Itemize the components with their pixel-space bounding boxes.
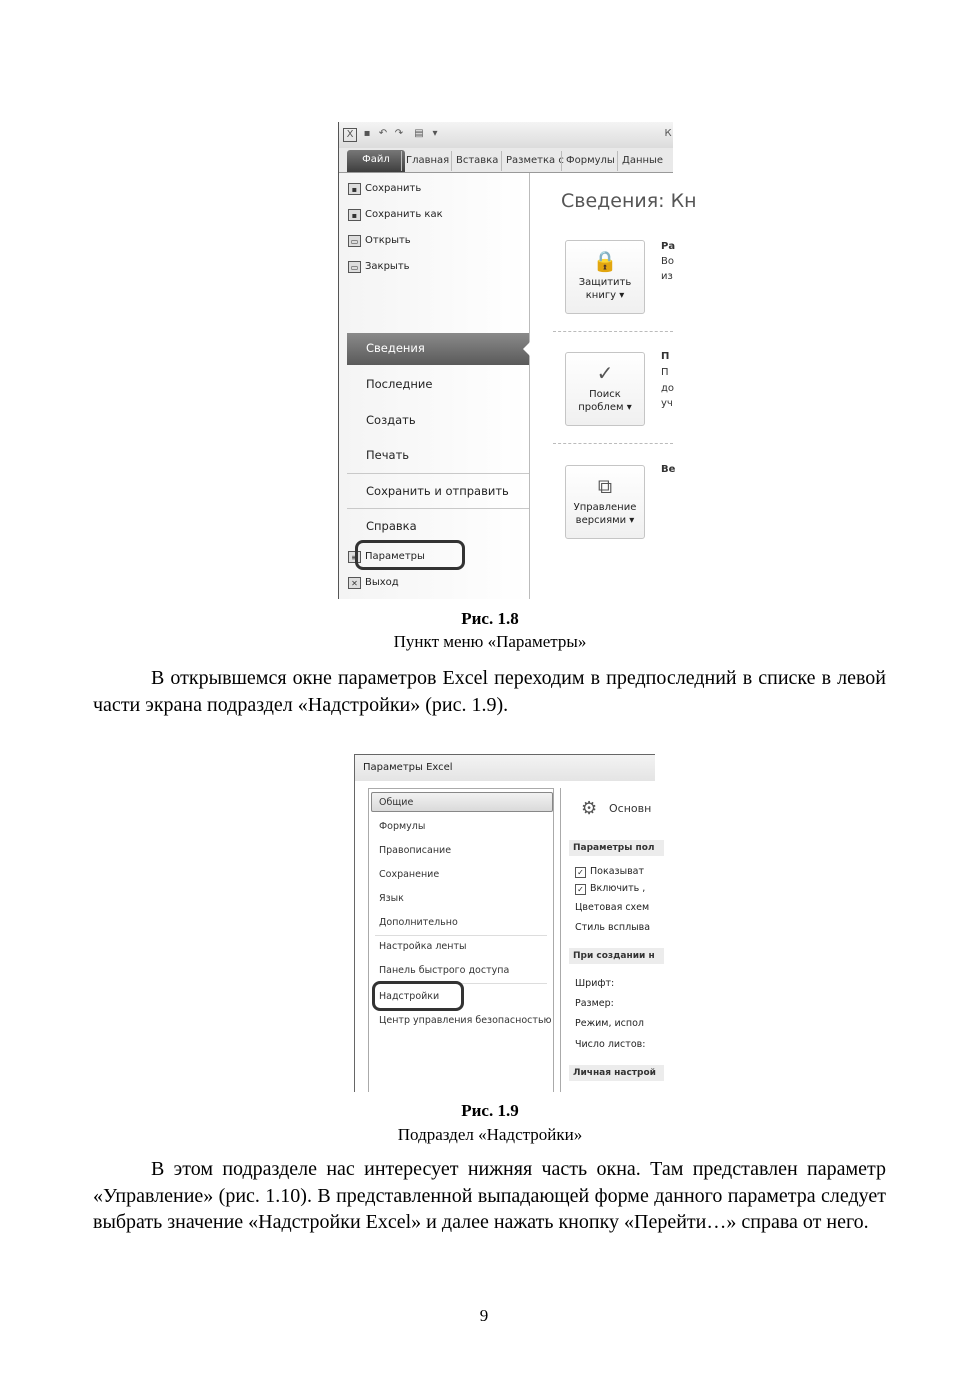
manage-versions-button[interactable]	[565, 465, 645, 539]
menu-save[interactable]: Сохранить	[365, 183, 422, 194]
menu-open[interactable]: Открыть	[365, 235, 411, 246]
exit-icon: ✕	[348, 577, 361, 589]
setting-row: Число листов:	[575, 1039, 646, 1050]
button-label: Поиск	[589, 389, 621, 400]
excel-logo-icon: X	[343, 128, 357, 142]
page-number: 9	[479, 1306, 489, 1325]
menu-save-as[interactable]: Сохранить как	[365, 209, 443, 220]
tab-insert[interactable]: Вставка	[451, 151, 502, 171]
menu-info-label: Сведения	[366, 341, 425, 355]
dialog-title: Параметры Excel	[355, 755, 655, 781]
figure-1-8-number: Рис. 1.8	[461, 609, 519, 628]
figure-excel-file-menu	[338, 122, 697, 599]
check-issues-button[interactable]	[565, 352, 645, 426]
category-advanced[interactable]: Дополнительно	[379, 917, 458, 928]
tab-data[interactable]: Данные	[617, 151, 667, 171]
list-divider	[375, 935, 547, 936]
category-proofing[interactable]: Правописание	[379, 845, 452, 856]
paragraph-1: В открывшемся окне параметров Excel переходим в предпоследний в списке в левой части экрана подраздел «Надстройки» (рис. 1.9).	[93, 667, 886, 716]
cut-text: Во	[661, 256, 674, 267]
setting-row: Стиль всплыва	[575, 922, 651, 933]
cut-text: уч	[661, 398, 673, 409]
cut-text: из	[661, 271, 673, 282]
menu-options[interactable]: Параметры	[365, 551, 425, 562]
lock-icon: 🔒	[592, 249, 618, 273]
tab-home[interactable]: Главная	[401, 151, 453, 171]
tab-page-layout[interactable]: Разметка с	[501, 151, 568, 171]
checkbox-label: Показыват	[590, 866, 645, 877]
options-category-list	[368, 788, 554, 1092]
cut-text: П	[661, 367, 669, 378]
figure-1-9-number: Рис. 1.9	[461, 1101, 519, 1120]
versions-icon: ⧉	[597, 474, 613, 498]
backstage-menu	[339, 173, 530, 599]
menu-new[interactable]: Создать	[366, 413, 416, 427]
button-label: версиями ▾	[575, 515, 635, 526]
setting-row: Размер:	[575, 998, 614, 1009]
checkbox-checked-icon[interactable]: ✓	[575, 867, 586, 878]
options-icon: ≡	[348, 551, 361, 563]
save-icon[interactable]: ▪	[363, 128, 371, 139]
category-quick-access-toolbar[interactable]: Панель быстрого доступа	[379, 965, 510, 976]
menu-save-send[interactable]: Сохранить и отправить	[366, 484, 509, 498]
category-language[interactable]: Язык	[379, 893, 404, 904]
dropdown-icon[interactable]: ▾	[432, 128, 438, 139]
setting-row: Режим, испол	[575, 1018, 645, 1029]
cut-text: до	[661, 383, 675, 394]
category-add-ins[interactable]: Надстройки	[379, 991, 440, 1002]
category-save[interactable]: Сохранение	[379, 869, 440, 880]
figure-1-9-caption: Подраздел «Надстройки»	[397, 1125, 583, 1144]
quick-access-toolbar	[339, 122, 673, 149]
protect-workbook-button[interactable]	[565, 240, 645, 314]
ribbon-tabs	[339, 148, 673, 173]
menu-divider	[347, 508, 529, 509]
section-header: Личная настрой	[569, 1065, 664, 1081]
category-customize-ribbon[interactable]: Настройка ленты	[379, 941, 467, 952]
tab-formulas[interactable]: Формулы	[561, 151, 619, 171]
redo-icon[interactable]: ↷	[394, 128, 404, 139]
section-header: Параметры пол	[569, 840, 664, 856]
button-label: Управление	[573, 502, 637, 513]
button-label: книгу ▾	[585, 290, 625, 301]
checkbox-row[interactable]	[575, 866, 644, 878]
menu-exit[interactable]: Выход	[365, 577, 399, 588]
section-header: При создании н	[569, 948, 664, 964]
options-content-pane	[560, 788, 656, 1092]
paragraph-2: В этом подразделе нас интересует нижняя часть окна. Там представлен параметр «Управление» (рис. 1.10). В представленной выпадающей форме данного параметра следует выбрать значение «Надстройки Excel» и далее нажать кнопку «Перейти…» справа от него.	[93, 1158, 886, 1233]
section-divider	[553, 443, 673, 444]
save-as-icon: ▪	[348, 209, 361, 221]
customize-qat-icon[interactable]: ▤	[414, 128, 424, 139]
info-title: Сведения: Кн	[561, 190, 697, 212]
checkbox-label: Включить ,	[590, 883, 646, 894]
menu-print[interactable]: Печать	[366, 448, 410, 462]
figure-excel-options-dialog	[354, 754, 655, 1092]
options-highlight-frame	[355, 540, 465, 570]
category-general[interactable]: Общие	[379, 797, 414, 808]
section-divider	[553, 331, 673, 332]
tab-file[interactable]: Файл	[347, 150, 405, 172]
checkbox-checked-icon[interactable]: ✓	[575, 884, 586, 895]
checkbox-row[interactable]	[575, 883, 645, 895]
button-label: проблем ▾	[578, 402, 632, 413]
menu-info-active[interactable]	[347, 333, 529, 365]
button-label: Защитить	[578, 277, 632, 288]
general-options-icon: ⚙	[581, 798, 598, 819]
cut-text: П	[661, 351, 670, 362]
setting-row: Шрифт:	[575, 978, 615, 989]
close-folder-icon: ▭	[348, 261, 361, 273]
category-formulas[interactable]: Формулы	[379, 821, 426, 832]
save-icon: ▪	[348, 183, 361, 195]
content-title: Основн	[609, 802, 652, 815]
menu-divider	[347, 473, 529, 474]
undo-icon[interactable]: ↶	[378, 128, 388, 139]
open-folder-icon: ▭	[348, 235, 361, 247]
cut-text: Ра	[661, 241, 676, 252]
figure-1-8-caption: Пункт меню «Параметры»	[393, 632, 587, 651]
category-trust-center[interactable]: Центр управления безопасностью	[379, 1015, 552, 1026]
setting-row: Цветовая схем	[575, 902, 650, 913]
menu-close[interactable]: Закрыть	[365, 261, 410, 272]
menu-recent[interactable]: Последние	[366, 377, 433, 391]
cut-text: Ве	[661, 464, 676, 475]
window-title-cut: К	[664, 128, 672, 139]
checklist-icon: ✓	[596, 361, 614, 385]
add-ins-highlight-frame	[372, 981, 464, 1011]
menu-help[interactable]: Справка	[366, 519, 417, 533]
